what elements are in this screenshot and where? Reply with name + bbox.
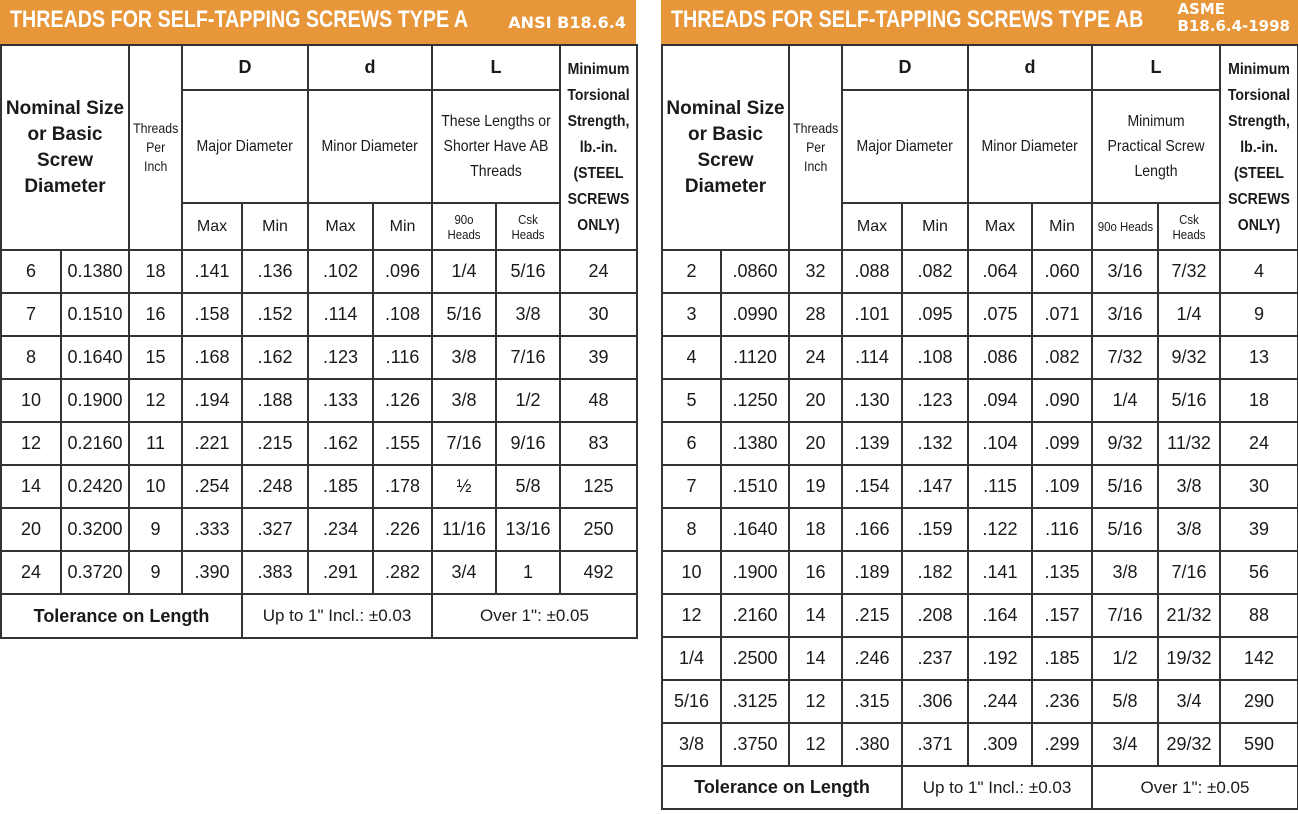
torsional-strength-cell: 492 xyxy=(560,551,637,594)
length-90-heads-cell: 3/16 xyxy=(1092,293,1158,336)
nominal-size-cell: 7 xyxy=(662,465,721,508)
major-min-cell: .182 xyxy=(902,551,968,594)
length-csk-heads-cell: 3/8 xyxy=(1158,465,1220,508)
type-ab-table xyxy=(661,44,1298,810)
minor-max-cell: .122 xyxy=(968,508,1032,551)
minor-max-cell: .234 xyxy=(308,508,373,551)
table-row xyxy=(1,422,637,465)
minor-max-cell: .094 xyxy=(968,379,1032,422)
nominal-size-cell: 5 xyxy=(662,379,721,422)
major-max-cell: .168 xyxy=(182,336,242,379)
torsional-strength-cell: 30 xyxy=(1220,465,1298,508)
threads-per-inch-cell: 9 xyxy=(129,508,182,551)
threads-per-inch-cell: 12 xyxy=(789,723,842,766)
basic-diameter-cell: .1640 xyxy=(721,508,789,551)
length-90-heads-cell: 5/16 xyxy=(1092,465,1158,508)
major-max-cell: .254 xyxy=(182,465,242,508)
tolerance-up-to-1in: Up to 1" Incl.: ±0.03 xyxy=(242,594,432,638)
minor-min-cell: .157 xyxy=(1032,594,1092,637)
threads-per-inch-cell: 12 xyxy=(789,680,842,723)
type-a-table-body xyxy=(1,250,637,594)
nominal-size-cell: 10 xyxy=(662,551,721,594)
torsional-strength-cell: 125 xyxy=(560,465,637,508)
torsional-strength-cell: 9 xyxy=(1220,293,1298,336)
type-ab-title: THREADS FOR SELF-TAPPING SCREWS TYPE AB xyxy=(671,6,1144,33)
torsional-strength-cell: 250 xyxy=(560,508,637,551)
threads-per-inch-cell: 20 xyxy=(789,379,842,422)
type-a-table xyxy=(0,44,638,639)
major-max-cell: .158 xyxy=(182,293,242,336)
basic-diameter-cell: .2160 xyxy=(721,594,789,637)
length-90-heads-cell: ½ xyxy=(432,465,496,508)
minor-min-header: Min xyxy=(373,203,432,250)
torsional-strength-cell: 83 xyxy=(560,422,637,465)
table-row xyxy=(662,379,1298,422)
threads-per-inch-cell: 18 xyxy=(789,508,842,551)
major-min-cell: .371 xyxy=(902,723,968,766)
minor-max-cell: .115 xyxy=(968,465,1032,508)
major-min-cell: .095 xyxy=(902,293,968,336)
minor-max-cell: .064 xyxy=(968,250,1032,293)
type-a-panel xyxy=(0,0,636,626)
minor-min-cell: .299 xyxy=(1032,723,1092,766)
nominal-size-cell: 1/4 xyxy=(662,637,721,680)
table-row xyxy=(1,336,637,379)
length-csk-heads-cell: 9/16 xyxy=(496,422,560,465)
major-diameter-symbol: D xyxy=(842,45,968,90)
nominal-size-cell: 3/8 xyxy=(662,723,721,766)
nominal-size-cell: 4 xyxy=(662,336,721,379)
nominal-size-cell: 8 xyxy=(1,336,61,379)
major-min-cell: .248 xyxy=(242,465,308,508)
minor-min-cell: .090 xyxy=(1032,379,1092,422)
basic-diameter-cell: 0.3720 xyxy=(61,551,129,594)
major-max-cell: .166 xyxy=(842,508,902,551)
torsional-strength-cell: 24 xyxy=(1220,422,1298,465)
basic-diameter-cell: 0.1640 xyxy=(61,336,129,379)
nominal-size-cell: 7 xyxy=(1,293,61,336)
major-max-cell: .130 xyxy=(842,379,902,422)
length-90-heads-cell: 3/16 xyxy=(1092,250,1158,293)
major-min-cell: .147 xyxy=(902,465,968,508)
torsional-strength-cell: 13 xyxy=(1220,336,1298,379)
length-csk-heads-cell: 1 xyxy=(496,551,560,594)
min-practical-length-header: Minimum Practical Screw Length xyxy=(1092,90,1220,203)
basic-diameter-cell: 0.2160 xyxy=(61,422,129,465)
major-min-cell: .136 xyxy=(242,250,308,293)
length-csk-heads-cell: 3/4 xyxy=(1158,680,1220,723)
minor-min-cell: .116 xyxy=(1032,508,1092,551)
basic-diameter-cell: .0990 xyxy=(721,293,789,336)
major-max-cell: .139 xyxy=(842,422,902,465)
basic-diameter-cell: .1510 xyxy=(721,465,789,508)
length-90-heads-cell: 7/16 xyxy=(1092,594,1158,637)
table-row xyxy=(1,508,637,551)
nominal-size-cell: 12 xyxy=(662,594,721,637)
major-min-cell: .162 xyxy=(242,336,308,379)
type-a-title: THREADS FOR SELF-TAPPING SCREWS TYPE A xyxy=(10,6,469,33)
length-csk-heads-cell: 21/32 xyxy=(1158,594,1220,637)
torsional-strength-header: Minimum Torsional Strength, lb.-in. (STEEL SCREWS ONLY) xyxy=(560,45,637,250)
tolerance-label: Tolerance on Length xyxy=(662,766,902,809)
length-csk-heads-cell: 1/2 xyxy=(496,379,560,422)
threads-per-inch-cell: 20 xyxy=(789,422,842,465)
major-diameter-header: Major Diameter xyxy=(182,90,308,203)
nominal-size-cell: 2 xyxy=(662,250,721,293)
minor-min-cell: .060 xyxy=(1032,250,1092,293)
csk-heads-header: Csk Heads xyxy=(496,203,560,250)
length-90-heads-cell: 7/32 xyxy=(1092,336,1158,379)
nominal-size-cell: 3 xyxy=(662,293,721,336)
basic-diameter-cell: .0860 xyxy=(721,250,789,293)
table-row xyxy=(662,551,1298,594)
minor-min-cell: .135 xyxy=(1032,551,1092,594)
major-max-cell: .380 xyxy=(842,723,902,766)
tolerance-label: Tolerance on Length xyxy=(1,594,242,638)
basic-diameter-cell: .1120 xyxy=(721,336,789,379)
basic-diameter-cell: .1250 xyxy=(721,379,789,422)
nominal-size-cell: 24 xyxy=(1,551,61,594)
length-90-heads-cell: 5/16 xyxy=(1092,508,1158,551)
minor-max-cell: .192 xyxy=(968,637,1032,680)
torsional-strength-cell: 590 xyxy=(1220,723,1298,766)
ab-threads-length-header: These Lengths or Shorter Have AB Threads xyxy=(432,90,560,203)
minor-min-cell: .116 xyxy=(373,336,432,379)
minor-max-cell: .086 xyxy=(968,336,1032,379)
length-csk-heads-cell: 5/16 xyxy=(496,250,560,293)
length-90-heads-cell: 5/16 xyxy=(432,293,496,336)
minor-min-cell: .155 xyxy=(373,422,432,465)
torsional-strength-cell: 290 xyxy=(1220,680,1298,723)
major-min-cell: .306 xyxy=(902,680,968,723)
length-csk-heads-cell: 13/16 xyxy=(496,508,560,551)
torsional-strength-cell: 4 xyxy=(1220,250,1298,293)
heads-90-header: 90o Heads xyxy=(432,203,496,250)
basic-diameter-cell: 0.3200 xyxy=(61,508,129,551)
basic-diameter-cell: .1900 xyxy=(721,551,789,594)
basic-diameter-cell: .2500 xyxy=(721,637,789,680)
minor-min-cell: .178 xyxy=(373,465,432,508)
minor-min-header: Min xyxy=(1032,203,1092,250)
threads-per-inch-cell: 32 xyxy=(789,250,842,293)
minor-max-cell: .104 xyxy=(968,422,1032,465)
length-90-heads-cell: 3/4 xyxy=(1092,723,1158,766)
tolerance-over-1in: Over 1": ±0.05 xyxy=(432,594,637,638)
length-90-heads-cell: 5/8 xyxy=(1092,680,1158,723)
nominal-size-cell: 12 xyxy=(1,422,61,465)
major-max-header: Max xyxy=(182,203,242,250)
threads-per-inch-cell: 28 xyxy=(789,293,842,336)
type-ab-standard-line2: B18.6.4-1998 xyxy=(1177,17,1290,35)
threads-per-inch-cell: 16 xyxy=(789,551,842,594)
table-row xyxy=(1,551,637,594)
length-csk-heads-cell: 19/32 xyxy=(1158,637,1220,680)
major-min-cell: .152 xyxy=(242,293,308,336)
basic-diameter-cell: 0.1900 xyxy=(61,379,129,422)
minor-diameter-symbol: d xyxy=(308,45,432,90)
minor-max-cell: .291 xyxy=(308,551,373,594)
table-row xyxy=(1,293,637,336)
length-90-heads-cell: 3/8 xyxy=(1092,551,1158,594)
tolerance-up-to-1in: Up to 1" Incl.: ±0.03 xyxy=(902,766,1092,809)
torsional-strength-cell: 39 xyxy=(1220,508,1298,551)
major-max-cell: .189 xyxy=(842,551,902,594)
major-min-cell: .188 xyxy=(242,379,308,422)
minor-min-cell: .096 xyxy=(373,250,432,293)
minor-max-cell: .162 xyxy=(308,422,373,465)
length-csk-heads-cell: 3/8 xyxy=(1158,508,1220,551)
table-row xyxy=(662,508,1298,551)
length-symbol: L xyxy=(1092,45,1220,90)
torsional-strength-cell: 39 xyxy=(560,336,637,379)
table-row xyxy=(662,680,1298,723)
table-row xyxy=(662,637,1298,680)
nominal-size-cell: 6 xyxy=(662,422,721,465)
table-row xyxy=(662,465,1298,508)
length-90-heads-cell: 1/2 xyxy=(1092,637,1158,680)
csk-heads-header: Csk Heads xyxy=(1158,203,1220,250)
torsional-strength-cell: 30 xyxy=(560,293,637,336)
major-max-cell: .088 xyxy=(842,250,902,293)
major-max-cell: .114 xyxy=(842,336,902,379)
minor-min-cell: .185 xyxy=(1032,637,1092,680)
threads-per-inch-cell: 18 xyxy=(129,250,182,293)
major-max-cell: .215 xyxy=(842,594,902,637)
major-diameter-symbol: D xyxy=(182,45,308,90)
table-row xyxy=(1,250,637,293)
major-max-cell: .101 xyxy=(842,293,902,336)
torsional-strength-header: Minimum Torsional Strength, lb.-in. (STEEL SCREWS ONLY) xyxy=(1220,45,1298,250)
type-ab-standard-line1: ASME xyxy=(1177,0,1226,18)
length-csk-heads-cell: 7/16 xyxy=(1158,551,1220,594)
table-row xyxy=(662,422,1298,465)
minor-min-cell: .126 xyxy=(373,379,432,422)
minor-max-cell: .185 xyxy=(308,465,373,508)
torsional-strength-cell: 24 xyxy=(560,250,637,293)
length-csk-heads-cell: 9/32 xyxy=(1158,336,1220,379)
length-90-heads-cell: 1/4 xyxy=(1092,379,1158,422)
major-max-cell: .390 xyxy=(182,551,242,594)
threads-per-inch-cell: 15 xyxy=(129,336,182,379)
threads-per-inch-cell: 12 xyxy=(129,379,182,422)
nominal-size-header: Nominal Size or Basic Screw Diameter xyxy=(1,45,129,250)
table-row xyxy=(1,465,637,508)
major-max-cell: .194 xyxy=(182,379,242,422)
nominal-size-cell: 8 xyxy=(662,508,721,551)
major-min-cell: .327 xyxy=(242,508,308,551)
length-90-heads-cell: 9/32 xyxy=(1092,422,1158,465)
nominal-size-cell: 10 xyxy=(1,379,61,422)
table-row xyxy=(662,594,1298,637)
major-min-cell: .208 xyxy=(902,594,968,637)
minor-min-cell: .236 xyxy=(1032,680,1092,723)
threads-per-inch-cell: 9 xyxy=(129,551,182,594)
basic-diameter-cell: 0.1510 xyxy=(61,293,129,336)
threads-per-inch-cell: 14 xyxy=(789,637,842,680)
basic-diameter-cell: 0.1380 xyxy=(61,250,129,293)
type-ab-banner xyxy=(661,0,1298,44)
length-90-heads-cell: 1/4 xyxy=(432,250,496,293)
minor-max-cell: .141 xyxy=(968,551,1032,594)
minor-min-cell: .109 xyxy=(1032,465,1092,508)
length-90-heads-cell: 3/4 xyxy=(432,551,496,594)
major-max-cell: .141 xyxy=(182,250,242,293)
length-csk-heads-cell: 1/4 xyxy=(1158,293,1220,336)
minor-min-cell: .108 xyxy=(373,293,432,336)
major-max-cell: .333 xyxy=(182,508,242,551)
length-90-heads-cell: 11/16 xyxy=(432,508,496,551)
minor-min-cell: .071 xyxy=(1032,293,1092,336)
threads-per-inch-cell: 16 xyxy=(129,293,182,336)
table-row xyxy=(662,293,1298,336)
length-90-heads-cell: 3/8 xyxy=(432,336,496,379)
length-csk-heads-cell: 7/16 xyxy=(496,336,560,379)
heads-90-header: 90o Heads xyxy=(1092,203,1158,250)
minor-min-cell: .082 xyxy=(1032,336,1092,379)
minor-max-cell: .123 xyxy=(308,336,373,379)
torsional-strength-cell: 56 xyxy=(1220,551,1298,594)
major-min-cell: .237 xyxy=(902,637,968,680)
length-csk-heads-cell: 11/32 xyxy=(1158,422,1220,465)
threads-per-inch-cell: 19 xyxy=(789,465,842,508)
basic-diameter-cell: .3750 xyxy=(721,723,789,766)
minor-max-cell: .164 xyxy=(968,594,1032,637)
minor-max-cell: .309 xyxy=(968,723,1032,766)
table-row xyxy=(1,379,637,422)
minor-diameter-symbol: d xyxy=(968,45,1092,90)
minor-max-cell: .102 xyxy=(308,250,373,293)
type-ab-panel xyxy=(661,0,1298,797)
basic-diameter-cell: .3125 xyxy=(721,680,789,723)
table-row xyxy=(662,723,1298,766)
major-min-header: Min xyxy=(902,203,968,250)
minor-max-cell: .114 xyxy=(308,293,373,336)
major-min-cell: .132 xyxy=(902,422,968,465)
torsional-strength-cell: 88 xyxy=(1220,594,1298,637)
major-max-cell: .246 xyxy=(842,637,902,680)
nominal-size-header: Nominal Size or Basic Screw Diameter xyxy=(662,45,789,250)
minor-min-cell: .099 xyxy=(1032,422,1092,465)
basic-diameter-cell: .1380 xyxy=(721,422,789,465)
table-row xyxy=(662,250,1298,293)
major-min-cell: .215 xyxy=(242,422,308,465)
threads-per-inch-cell: 11 xyxy=(129,422,182,465)
length-csk-heads-cell: 7/32 xyxy=(1158,250,1220,293)
minor-max-cell: .244 xyxy=(968,680,1032,723)
threads-per-inch-cell: 10 xyxy=(129,465,182,508)
minor-max-cell: .133 xyxy=(308,379,373,422)
torsional-strength-cell: 48 xyxy=(560,379,637,422)
length-csk-heads-cell: 3/8 xyxy=(496,293,560,336)
length-csk-heads-cell: 5/8 xyxy=(496,465,560,508)
torsional-strength-cell: 18 xyxy=(1220,379,1298,422)
nominal-size-cell: 14 xyxy=(1,465,61,508)
major-max-cell: .154 xyxy=(842,465,902,508)
minor-max-header: Max xyxy=(968,203,1032,250)
nominal-size-cell: 6 xyxy=(1,250,61,293)
tolerance-over-1in: Over 1": ±0.05 xyxy=(1092,766,1298,809)
length-csk-heads-cell: 29/32 xyxy=(1158,723,1220,766)
minor-diameter-header: Minor Diameter xyxy=(308,90,432,203)
major-max-header: Max xyxy=(842,203,902,250)
threads-per-inch-header: Threads Per Inch xyxy=(129,45,182,250)
length-90-heads-cell: 3/8 xyxy=(432,379,496,422)
major-min-header: Min xyxy=(242,203,308,250)
major-diameter-header: Major Diameter xyxy=(842,90,968,203)
table-row xyxy=(662,336,1298,379)
type-a-standard: ANSI B18.6.4 xyxy=(508,13,626,32)
length-symbol: L xyxy=(432,45,560,90)
length-csk-heads-cell: 5/16 xyxy=(1158,379,1220,422)
torsional-strength-cell: 142 xyxy=(1220,637,1298,680)
minor-diameter-header: Minor Diameter xyxy=(968,90,1092,203)
minor-max-header: Max xyxy=(308,203,373,250)
minor-min-cell: .226 xyxy=(373,508,432,551)
type-ab-standard xyxy=(1177,1,1290,35)
threads-per-inch-cell: 24 xyxy=(789,336,842,379)
length-90-heads-cell: 7/16 xyxy=(432,422,496,465)
minor-max-cell: .075 xyxy=(968,293,1032,336)
type-a-banner xyxy=(0,0,636,44)
major-min-cell: .383 xyxy=(242,551,308,594)
nominal-size-cell: 5/16 xyxy=(662,680,721,723)
major-min-cell: .123 xyxy=(902,379,968,422)
threads-per-inch-cell: 14 xyxy=(789,594,842,637)
minor-min-cell: .282 xyxy=(373,551,432,594)
type-ab-table-body xyxy=(662,250,1298,766)
basic-diameter-cell: 0.2420 xyxy=(61,465,129,508)
major-max-cell: .221 xyxy=(182,422,242,465)
threads-per-inch-header: Threads Per Inch xyxy=(789,45,842,250)
major-min-cell: .159 xyxy=(902,508,968,551)
nominal-size-cell: 20 xyxy=(1,508,61,551)
major-min-cell: .108 xyxy=(902,336,968,379)
major-min-cell: .082 xyxy=(902,250,968,293)
major-max-cell: .315 xyxy=(842,680,902,723)
